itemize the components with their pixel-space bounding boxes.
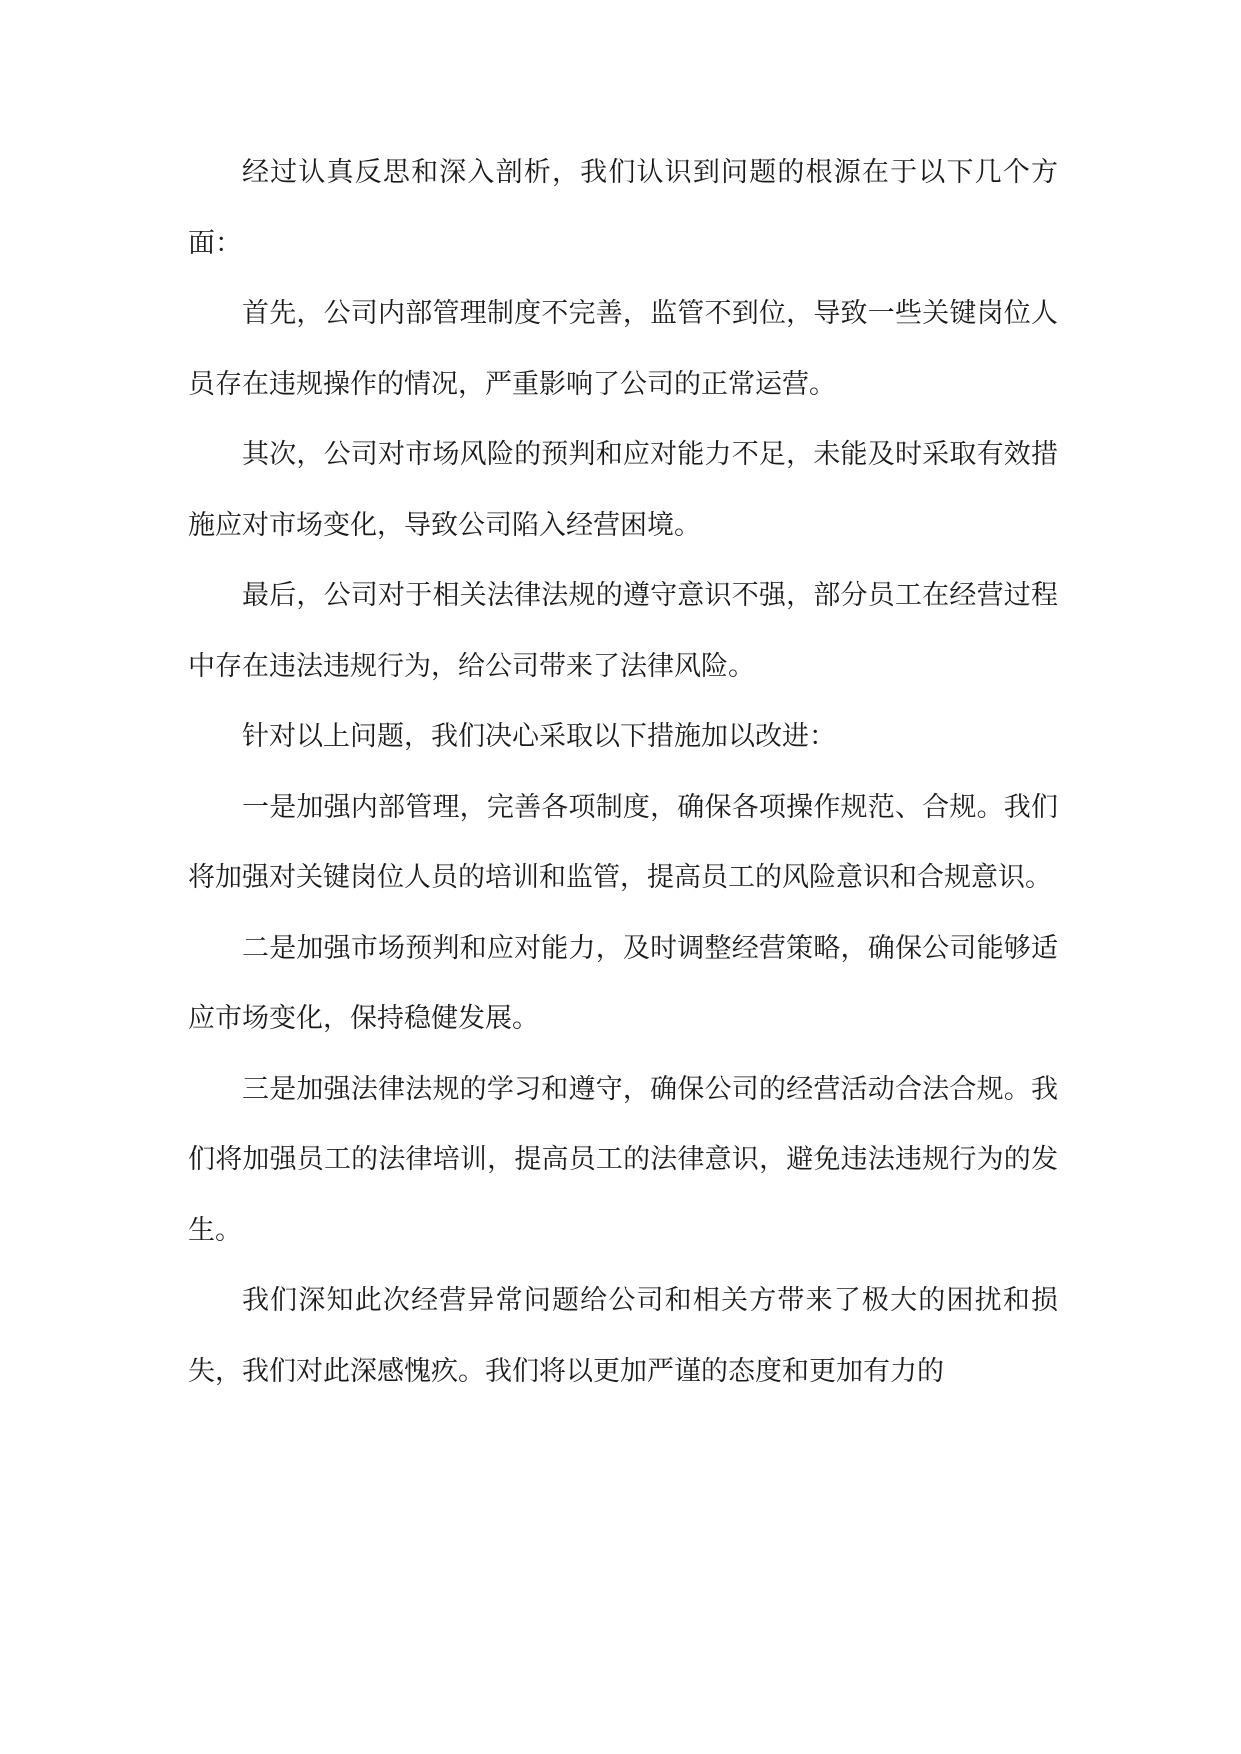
paragraph-measure-three: 三是加强法律法规的学习和遵守，确保公司的经营活动合法合规。我们将加强员工的法律培训，提高员工的法律意识，避免违法违规行为的发生。 — [188, 1073, 1058, 1246]
paragraph-market-risk-issue: 其次，公司对市场风险的预判和应对能力不足，未能及时采取有效措施应对市场变化，导致公司陷入经营困境。 — [188, 439, 1058, 541]
paragraph-measure-one: 一是加强内部管理，完善各项制度，确保各项操作规范、合规。我们将加强对关键岗位人员的培训和监管，提高员工的风险意识和合规意识。 — [188, 791, 1058, 893]
paragraph-measure-two: 二是加强市场预判和应对能力，及时调整经营策略，确保公司能够适应市场变化，保持稳健发展。 — [188, 932, 1058, 1034]
paragraph-legal-compliance-issue: 最后，公司对于相关法律法规的遵守意识不强，部分员工在经营过程中存在违法违规行为，给公司带来了法律风险。 — [188, 580, 1058, 682]
paragraph-root-cause-intro: 经过认真反思和深入剖析，我们认识到问题的根源在于以下几个方面： — [188, 157, 1058, 259]
paragraph-measures-intro: 针对以上问题，我们决心采取以下措施加以改进： — [242, 721, 836, 752]
paragraph-management-issue: 首先，公司内部管理制度不完善，监管不到位，导致一些关键岗位人员存在违规操作的情况，严重影响了公司的正常运营。 — [188, 298, 1058, 400]
document-body — [188, 138, 1058, 1407]
paragraph-conclusion: 我们深知此次经营异常问题给公司和相关方带来了极大的困扰和损失，我们对此深感愧疚。我们将以更加严谨的态度和更加有力的 — [188, 1285, 1058, 1387]
